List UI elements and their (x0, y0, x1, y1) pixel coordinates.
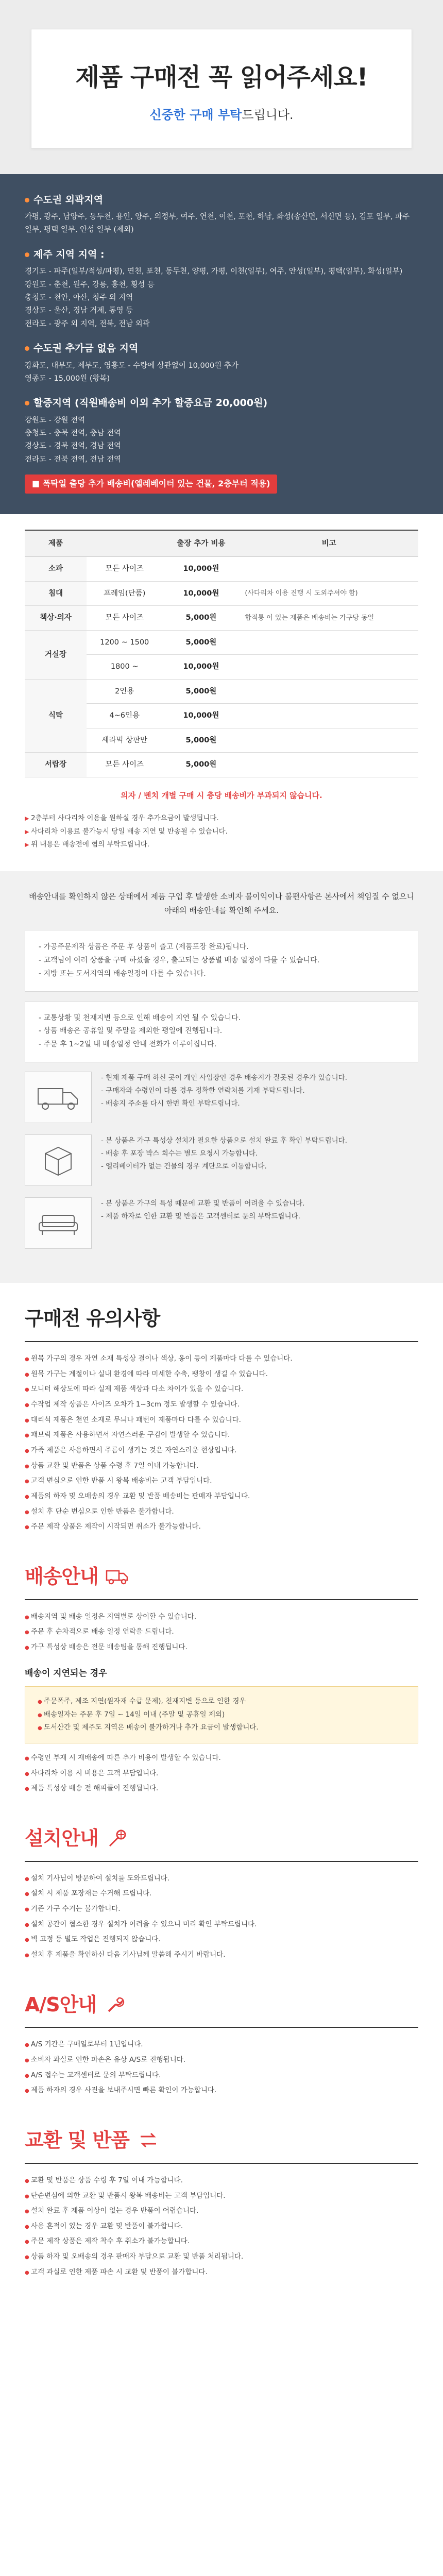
list-item: ● 주문 후 순차적으로 배송 일정 연락을 드립니다. (25, 1625, 418, 1639)
list-item: - 본 상품은 가구의 특성 때문에 교환 및 반품이 어려울 수 있습니다. (101, 1197, 304, 1210)
table-row: 거실장 1200 ~ 1500 5,000원 (25, 630, 418, 654)
section-title: 배송안내 (25, 1565, 98, 1588)
floor-surcharge-banner: ■ 폭탁일 출당 추가 배송비(엘레베이터 있는 건물, 2층부터 적용) (25, 474, 277, 494)
list-item: - 제품 하자로 인한 교환 및 반품은 고객센터로 문의 부탁드립니다. (101, 1210, 304, 1223)
list-item: ● 소비자 과실로 인한 파손은 유상 A/S로 진행됩니다. (25, 2054, 418, 2067)
bullet-dot-icon (25, 198, 29, 202)
info-row-text (101, 1134, 347, 1173)
area-heading: 제주 지역 지역 : (25, 247, 418, 262)
area-heading: 할증지역 (직원배송비 이외 추가 할증요금 20,000원) (25, 396, 418, 411)
section-title: 설치안내 (25, 1826, 98, 1850)
section-title: 구매전 유의사항 (25, 1307, 160, 1330)
list-item: ● 제품 특성상 배송 전 해피콜이 진행됩니다. (25, 1782, 418, 1795)
notice-sub-rest: 드립니다. (242, 108, 294, 123)
table-header: 출장 추가 비용 (162, 530, 240, 557)
list-item: - 배송지 주소를 다시 한번 확인 부탁드립니다. (101, 1097, 347, 1110)
delivery-truck-icon (25, 1072, 92, 1123)
exchange-icon (137, 2128, 160, 2152)
list-item: ● 원목 가구는 계절이나 실내 환경에 따라 미세한 수축, 팽창이 생길 수 있습니다. (25, 1368, 418, 1381)
table-row: 1800 ~ 10,000원 (25, 655, 418, 679)
area-heading: 수도권 외곽지역 (25, 193, 418, 208)
delivery-list (25, 1611, 418, 1654)
list-item: ● 가구 특성상 배송은 전문 배송팀을 통해 진행됩니다. (25, 1641, 418, 1654)
list-item: ● 대리석 제품은 천연 소재로 무늬나 패턴이 제품마다 다를 수 있습니다. (25, 1414, 418, 1427)
list-item: ● 주문폭주, 제조 지연(원자재 수급 문제), 천재지변 등으로 인한 경우 (38, 1695, 405, 1708)
table-header: 비고 (240, 530, 418, 557)
list-item: ● 원목 가구의 경우 자연 소재 특성상 결이나 색상, 옹이 등이 제품마다 다를 수 있습니다. (25, 1352, 418, 1366)
cost-table (25, 530, 418, 777)
list-item: - 교통상황 및 천재지변 등으로 인해 배송이 지연 될 수 있습니다. (39, 1012, 404, 1025)
delivery-delay-box (25, 1686, 418, 1743)
info-section (0, 871, 443, 1283)
list-item: ● 상품 하자 및 오배송의 경우 판매자 부담으로 교환 및 반품 처리됩니다. (25, 2250, 418, 2264)
list-item: ● 사용 흔적이 있는 경우 교환 및 반품이 불가합니다. (25, 2220, 418, 2233)
list-item: ● 주문 제작 상품은 제작이 시작되면 취소가 불가능합니다. (25, 1520, 418, 1534)
list-item: - 상품 배송은 공휴일 및 주말을 제외한 평일에 진행됩니다. (39, 1025, 404, 1038)
list-item: - 본 상품은 가구 특성상 설치가 필요한 상품으로 설치 완료 후 확인 부탁드립니다. (101, 1134, 347, 1147)
cost-notes (25, 812, 418, 852)
list-item: ● 사다리차 이용 시 비용은 고객 부담입니다. (25, 1767, 418, 1781)
wrench-icon (104, 1993, 127, 2016)
section-header (25, 1823, 418, 1862)
list-item: ● 설치 기사님이 방문하여 설치를 도와드립니다. (25, 1872, 418, 1886)
table-header: 제품 (25, 530, 87, 557)
delivery-subheading: 배송이 지연되는 경우 (25, 1668, 107, 1679)
sofa-icon (25, 1197, 92, 1249)
cost-section (0, 514, 443, 871)
table-row: 책상·의자 모든 사이즈 5,000원 합적통 이 있는 제품은 배송비는 가구당 동일 (25, 606, 418, 630)
list-item: ● 도서산간 및 제주도 지역은 배송이 불가하거나 추가 요금이 발생합니다. (38, 1721, 405, 1735)
info-row (25, 1134, 418, 1186)
table-row: 소파 모든 사이즈 10,000원 (25, 557, 418, 581)
list-item: ▶ 사다리차 이용료 불가능시 당일 배송 지연 및 반송될 수 있습니다. (25, 825, 418, 839)
list-item: - 고객님이 여러 상품을 구매 하셨을 경우, 출고되는 상품별 배송 일정이 다를 수 있습니다. (39, 954, 404, 968)
box-icon (25, 1134, 92, 1186)
list-item: - 배송 후 포장 박스 회수는 별도 요청시 가능합니다. (101, 1147, 347, 1160)
list-item: ● 설치 완료 후 제품 이상이 없는 경우 반품이 어렵습니다. (25, 2205, 418, 2218)
list-item: ● 모니터 해상도에 따라 실제 제품 색상과 다소 차이가 있을 수 있습니다. (25, 1383, 418, 1396)
list-item: ● 상품 교환 및 반품은 상품 수령 후 7일 이내 가능합니다. (25, 1460, 418, 1473)
as-section (0, 1969, 443, 2105)
list-item: ● 수령인 부재 시 재배송에 따른 추가 비용이 발생할 수 있습니다. (25, 1752, 418, 1765)
area-heading: 수도권 추가금 없음 지역 (25, 341, 418, 356)
area-text: 강화도, 대부도, 제부도, 영흥도 - 수량에 상관없이 10,000원 추가 영종도 - 15,000원 (왕복) (25, 361, 238, 383)
truck-icon (106, 1565, 129, 1588)
list-item: - 주문 후 1~2일 내 배송일정 안내 전화가 이루어집니다. (39, 1038, 404, 1052)
caution-section (0, 1283, 443, 1541)
bullet-dot-icon (25, 252, 29, 257)
list-item: ● 배송지역 및 배송 일정은 지역별로 상이할 수 있습니다. (25, 1611, 418, 1624)
table-header (87, 530, 162, 557)
list-item: ● 설치 후 제품을 확인하신 다음 기사님께 말씀해 주시기 바랍니다. (25, 1948, 418, 1962)
list-item: ● A/S 기간은 구매일로부터 1년입니다. (25, 2038, 418, 2052)
notice-card (31, 29, 412, 148)
list-item: ● 수작업 제작 상품은 사이즈 오차가 1~3cm 정도 발생할 수 있습니다. (25, 1398, 418, 1412)
list-item: ● 고객 과실로 인한 제품 파손 시 교환 및 반품이 불가합니다. (25, 2266, 418, 2279)
list-item: - 현재 제품 구매 하신 곳이 개인 사업장인 경우 배송지가 잘못된 경우가 있습니다. (101, 1072, 347, 1084)
info-row (25, 1197, 418, 1249)
table-row: 서랍장 모든 사이즈 5,000원 (25, 753, 418, 777)
notice-section (0, 0, 443, 174)
list-item: ● 배송일자는 주문 후 7일 ~ 14일 이내 (주말 및 공휴일 제외) (38, 1708, 405, 1722)
list-item: ● 벽 고정 등 별도 작업은 진행되지 않습니다. (25, 1933, 418, 1946)
table-row: 침대 프레임(단품) 10,000원 (사다리차 이용 진행 시 도외주셔야 함) (25, 581, 418, 605)
section-header (25, 1303, 418, 1342)
cost-footer-note: 의자 / 벤치 개별 구매 시 층당 배송비가 부과되지 않습니다. (121, 790, 322, 800)
list-item: ● 설치 공간이 협소한 경우 설치가 어려울 수 있으니 미리 확인 부탁드립니다. (25, 1918, 418, 1931)
area-text: 가평, 광주, 남양주, 동두천, 용인, 양주, 의정부, 여주, 연천, 이천, 포천, 하남, 화성(송산면, 서신면 등), 김포 일부, 파주 일부, 평택 일부, 안성 일부 (제외) (25, 213, 410, 234)
list-item: ● 기존 가구 수거는 불가합니다. (25, 1903, 418, 1916)
section-header (25, 1562, 418, 1600)
notice-sub-highlight: 신중한 구매 부탁 (149, 108, 242, 123)
list-item: - 가공주문제작 상품은 주문 후 상품이 출고 (제품포장 완료)됩니다. (39, 941, 404, 954)
info-row (25, 1072, 418, 1123)
list-item: - 지방 또는 도서지역의 배송일정이 다를 수 있습니다. (39, 968, 404, 981)
list-item: ▶ 위 내용은 배송전에 협의 부탁드립니다. (25, 838, 418, 852)
info-lead: 배송안내를 확인하지 않은 상태에서 제품 구입 후 발생한 소비자 불이익이나 불편사항은 본사에서 책임질 수 없으니 아래의 배송안내를 확인해 주세요. (29, 891, 414, 915)
notice-subtitle (52, 106, 391, 125)
list-item: ● 제품 하자의 경우 사진을 보내주시면 빠른 확인이 가능합니다. (25, 2084, 418, 2097)
info-row-text (101, 1197, 304, 1223)
delivery-list-2 (25, 1752, 418, 1795)
install-section (0, 1803, 443, 1969)
info-box (25, 930, 418, 992)
table-row: 4~6인용 10,000원 (25, 704, 418, 728)
caution-list (25, 1352, 418, 1534)
area-text: 경기도 - 파주(일부/적성/파평), 연천, 포천, 동두천, 양평, 가평, 이천(일부), 여주, 안성(일부), 평택(일부), 화성(일부) 강원도 - 춘천, 원주, 강릉, 홍천, 횡성 등 충청도 - 천안, 아산, 청주 외 지역 경상도 - 울산, 경남 거제, 통영 등 전라도 - 광주 외 지역, 전북, 전남 외곽 (25, 267, 403, 328)
area-text: 강원도 - 강원 전역 충청도 - 충북 전역, 충남 전역 경상도 - 경북 전역, 경남 전역 전라도 - 전북 전역, 전남 전역 (25, 416, 121, 464)
list-item: ● 고객 변심으로 인한 반품 시 왕복 배송비는 고객 부담입니다. (25, 1475, 418, 1488)
exchange-section (0, 2105, 443, 2286)
list-item: - 엘리베이터가 없는 건물의 경우 계단으로 이동합니다. (101, 1160, 347, 1173)
list-item: ● 교환 및 반품은 상품 수령 후 7일 이내 가능합니다. (25, 2174, 418, 2188)
info-row-text (101, 1072, 347, 1110)
delivery-section (0, 1541, 443, 1803)
list-item: ▶ 2층부터 사다리차 이용을 원하실 경우 추가요금이 발생됩니다. (25, 812, 418, 825)
list-item: ● 제품의 하자 및 오배송의 경우 교환 및 반품 배송비는 판매자 부담입니다. (25, 1490, 418, 1503)
list-item: ● 설치 시 제품 포장재는 수거해 드립니다. (25, 1887, 418, 1901)
tools-icon (106, 1826, 129, 1850)
list-item: ● 주문 제작 상품은 제작 착수 후 취소가 불가능합니다. (25, 2235, 418, 2248)
list-item: ● 설치 후 단순 변심으로 인한 반품은 불가합니다. (25, 1505, 418, 1519)
table-row: 식탁 2인용 5,000원 (25, 679, 418, 703)
install-list (25, 1872, 418, 1962)
list-item: ● 가죽 제품은 사용하면서 주름이 생기는 것은 자연스러운 현상입니다. (25, 1444, 418, 1458)
list-item: ● 패브릭 제품은 사용하면서 자연스러운 구김이 발생할 수 있습니다. (25, 1429, 418, 1442)
list-item: ● 단순변심에 의한 교환 및 반품시 왕복 배송비는 고객 부담입니다. (25, 2190, 418, 2203)
section-header (25, 1990, 418, 2028)
notice-title: 제품 구매전 꼭 읽어주세요! (75, 63, 368, 92)
info-box (25, 1001, 418, 1063)
bullet-dot-icon (25, 401, 29, 405)
delivery-area-section (0, 174, 443, 514)
table-row: 세라믹 상판만 5,000원 (25, 728, 418, 752)
section-header (25, 2125, 418, 2164)
list-item: ● A/S 접수는 고객센터로 문의 부탁드립니다. (25, 2069, 418, 2082)
section-title: 교환 및 반품 (25, 2128, 129, 2151)
bullet-dot-icon (25, 346, 29, 351)
section-title: A/S안내 (25, 1993, 97, 2016)
list-item: - 구매자와 수령인이 다를 경우 정확한 연락처를 기재 부탁드립니다. (101, 1084, 347, 1097)
as-list (25, 2038, 418, 2097)
exchange-list (25, 2174, 418, 2279)
